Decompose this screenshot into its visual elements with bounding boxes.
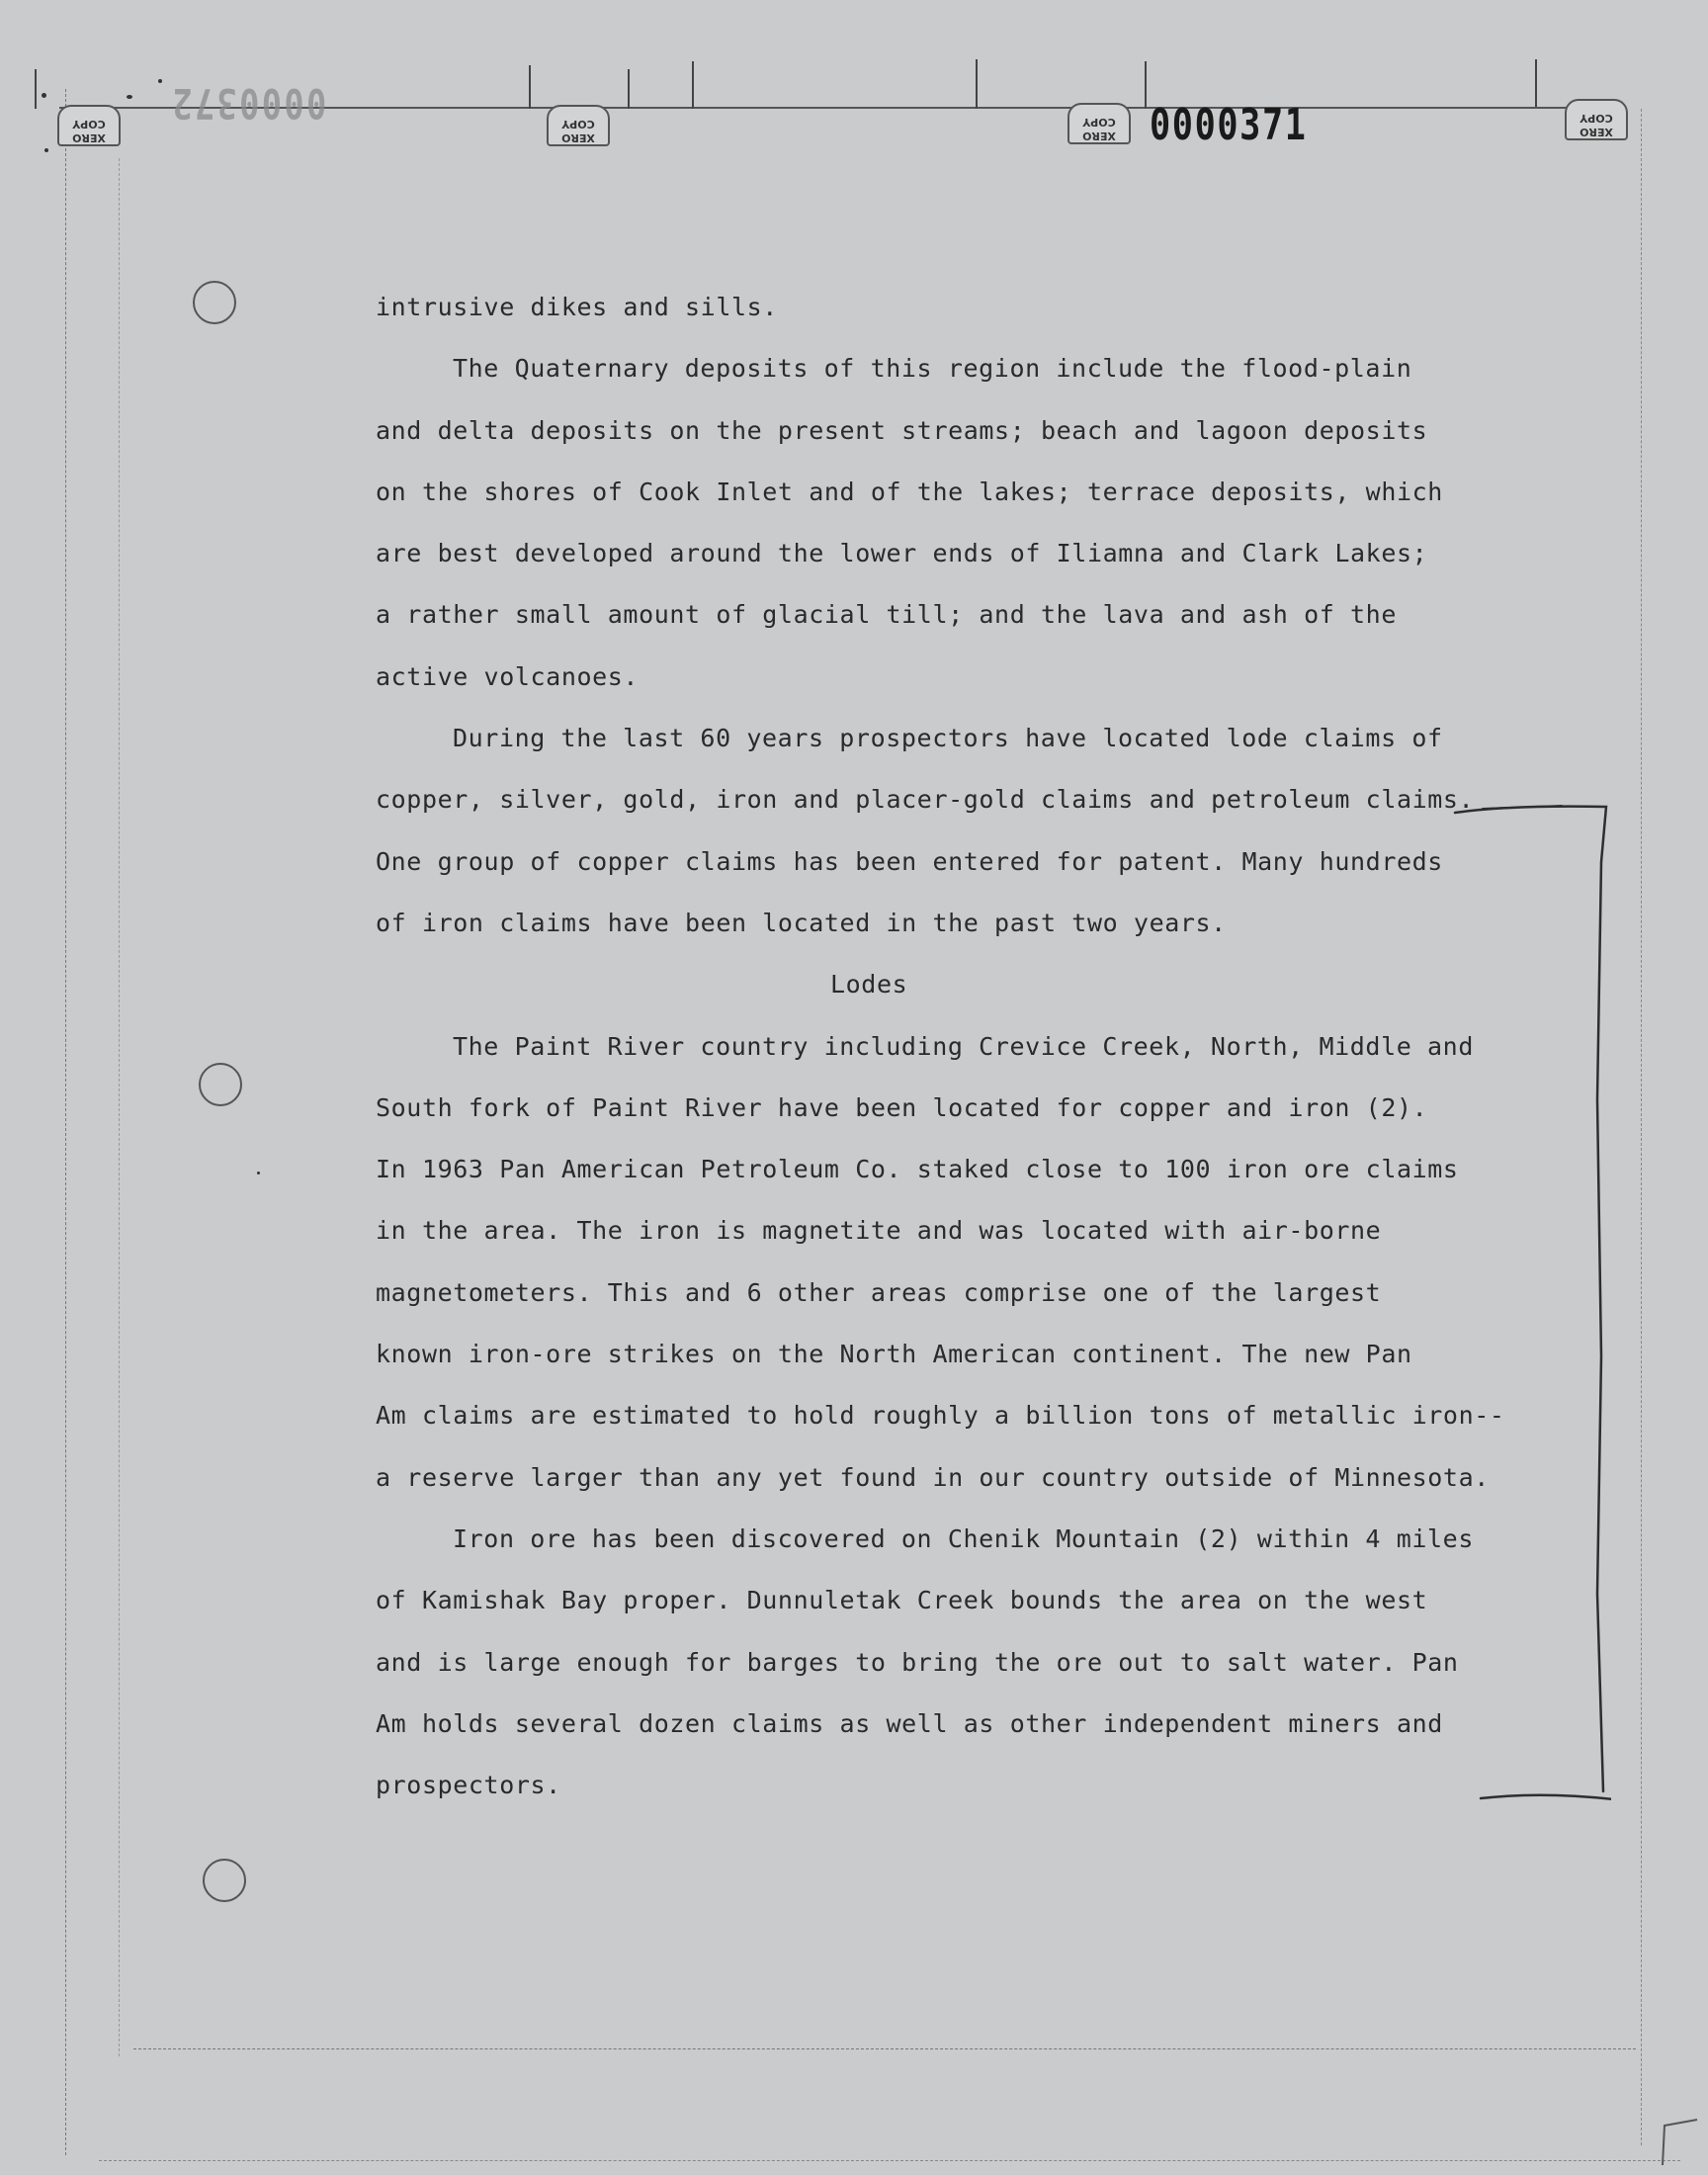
text-line: active volcanoes. [376, 661, 640, 691]
page-bottom-edge [133, 2048, 1636, 2050]
punch-hole [193, 281, 236, 324]
text-line: South fork of Paint River have been located for copper and iron (2). [376, 1092, 1428, 1122]
text-line: intrusive dikes and sills. [376, 293, 778, 321]
ghost-document-number: 0000372 [169, 79, 327, 128]
page-right-edge [1641, 109, 1643, 2145]
punch-hole [203, 1859, 246, 1902]
text-line: During the last 60 years prospectors have located lode claims of [453, 724, 1443, 753]
tab-stub [529, 65, 531, 109]
text-line: Am holds several dozen claims as well as other independent miners and [376, 1708, 1443, 1738]
text-line: known iron-ore strikes on the North American continent. The new Pan [376, 1340, 1412, 1369]
document-number: 0000371 [1150, 100, 1308, 150]
text-line: One group of copper claims has been entered for patent. Many hundreds [376, 846, 1443, 876]
xero-stamp-text: XERO [1082, 130, 1116, 142]
text-line: of iron claims have been located in the past two years. [376, 908, 1227, 937]
xero-copy-stamp [57, 105, 121, 146]
xero-copy-stamp [1068, 103, 1131, 144]
tab-stub [35, 69, 37, 109]
text-line: copper, silver, gold, iron and placer-gold claims and petroleum claims. [376, 785, 1475, 815]
corner-fold-mark [1653, 2116, 1702, 2171]
text-line: Iron ore has been discovered on Chenik Mountain (2) within 4 miles [453, 1523, 1474, 1553]
xero-stamp-text: COPY [561, 118, 595, 130]
page-left-inner-edge [119, 158, 121, 2056]
speck [158, 79, 162, 83]
text-line: a rather small amount of glacial till; and the lava and ash of the [376, 600, 1397, 630]
section-heading: Lodes [830, 970, 908, 1000]
xero-stamp-text: COPY [1082, 116, 1116, 129]
tab-stub [628, 69, 630, 109]
text-line: and delta deposits on the present streams; beach and lagoon deposits [376, 415, 1428, 445]
text-line: and is large enough for barges to bring the ore out to salt water. Pan [376, 1647, 1459, 1677]
speck [127, 95, 132, 99]
speck [257, 1172, 260, 1174]
page-left-edge [65, 89, 67, 2155]
document-body [376, 277, 1542, 1816]
text-line: prospectors. [376, 1771, 561, 1800]
xero-copy-stamp [1565, 99, 1628, 140]
xero-stamp-text: COPY [1580, 112, 1613, 125]
punch-hole [199, 1063, 242, 1106]
text-line: The Quaternary deposits of this region include the flood-plain [453, 354, 1412, 384]
xero-stamp-text: XERO [561, 131, 595, 144]
text-line: on the shores of Cook Inlet and of the lakes; terrace deposits, which [376, 477, 1443, 506]
text-line: are best developed around the lower ends of Iliamna and Clark Lakes; [376, 539, 1428, 568]
page-bottom-outer-edge [99, 2160, 1680, 2162]
text-line: magnetometers. This and 6 other areas comprise one of the largest [376, 1277, 1382, 1307]
speck [42, 93, 46, 98]
text-line: a reserve larger than any yet found in our country outside of Minnesota. [376, 1462, 1490, 1492]
speck [44, 148, 48, 152]
text-line: In 1963 Pan American Petroleum Co. staked close to 100 iron ore claims [376, 1155, 1459, 1184]
xero-stamp-text: XERO [1580, 126, 1613, 138]
tab-stub [976, 59, 978, 109]
tab-stub [1535, 59, 1537, 107]
xero-stamp-text: COPY [72, 118, 106, 130]
text-line: of Kamishak Bay proper. Dunnuletak Creek bounds the area on the west [376, 1586, 1428, 1615]
handwritten-bracket-mark [1453, 803, 1611, 1811]
xero-copy-stamp [547, 105, 610, 146]
tab-stub [692, 61, 694, 109]
text-line: Am claims are estimated to hold roughly a billion tons of metallic iron-- [376, 1401, 1505, 1431]
tab-stub [1145, 61, 1147, 109]
xero-stamp-text: XERO [72, 131, 106, 144]
text-line: The Paint River country including Crevice Creek, North, Middle and [453, 1031, 1474, 1061]
text-line: in the area. The iron is magnetite and was located with air-borne [376, 1216, 1382, 1246]
